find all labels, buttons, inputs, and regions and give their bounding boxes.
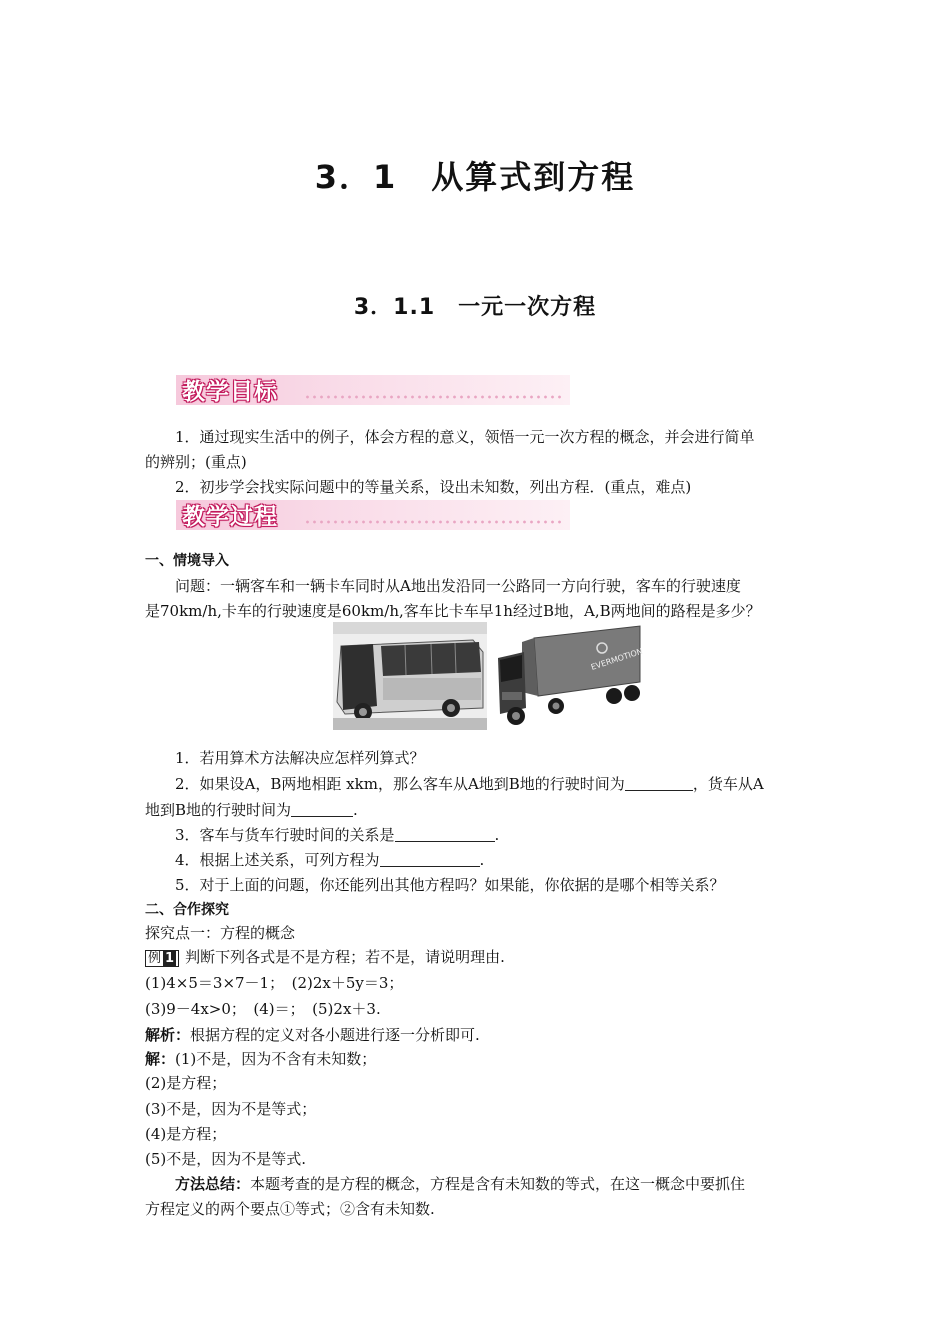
question-4 — [145, 847, 815, 873]
question-3-text: 3．客车与货车行驶时间的关系是 — [175, 826, 395, 844]
equation-line-2: (3)9－4x>0； (4)＝； (5)2x＋3. — [145, 1000, 381, 1018]
method-summary-line1 — [145, 1171, 815, 1197]
banner-dots — [304, 395, 564, 399]
page-title: 3．1 从算式到方程 — [314, 158, 636, 196]
equation-line-1: (1)4×5＝3×7－1； (2)2x＋5y＝3； — [145, 974, 404, 992]
goal-item-1-line1: 1．通过现实生活中的例子，体会方程的意义，领悟一元一次方程的概念，并会进行简单 — [175, 428, 755, 446]
section-heading-intro: 一、情境导入 — [145, 553, 229, 569]
solution-1-text: (1)不是，因为不含有未知数； — [175, 1050, 377, 1068]
problem-line1: 问题：一辆客车和一辆卡车同时从A地出发沿同一公路同一方向行驶，客车的行驶速度 — [175, 577, 741, 595]
banner-label: 教学过程 — [182, 504, 278, 530]
teaching-goals-banner — [176, 375, 570, 405]
method-summary-line2: 方程定义的两个要点①等式；②含有未知数. — [145, 1200, 435, 1218]
question-2-line2 — [145, 797, 815, 823]
question-2-end: . — [353, 801, 358, 819]
question-1: 1．若用算术方法解决应怎样列算式？ — [175, 749, 425, 767]
solution-3: (3)不是，因为不是等式； — [145, 1100, 317, 1118]
answer-blank[interactable] — [380, 850, 480, 867]
question-2-line1 — [145, 771, 815, 797]
truck-logo-text: EVERMOTION — [589, 646, 644, 672]
question-3 — [145, 822, 815, 848]
explore-point-1: 探究点一：方程的概念 — [145, 924, 296, 942]
answer-blank[interactable] — [625, 774, 693, 791]
truck-image — [494, 622, 648, 730]
solution-label: 解： — [145, 1050, 176, 1068]
question-2-text-b: ，货车从A — [692, 775, 764, 793]
question-2-text-c: 地到B地的行驶时间为 — [145, 801, 292, 819]
solution-2: (2)是方程； — [145, 1074, 227, 1092]
section-subtitle: 3．1.1 一元一次方程 — [353, 295, 597, 320]
question-4-text: 4．根据上述关系，可列方程为 — [175, 851, 380, 869]
answer-blank[interactable] — [395, 825, 495, 842]
question-3-end: . — [494, 826, 500, 844]
solution-4: (4)是方程； — [145, 1125, 227, 1143]
banner-label: 教学目标 — [182, 379, 278, 405]
problem-line2: 是70km/h,卡车的行驶速度是60km/h,客车比卡车早1h经过B地，A,B两地间的路程是多少？ — [145, 602, 761, 620]
answer-blank[interactable] — [291, 800, 353, 817]
example-text: 判断下列各式是不是方程；若不是，请说明理由. — [185, 948, 505, 966]
solution-1 — [145, 1046, 815, 1072]
teaching-process-banner — [176, 500, 570, 530]
summary-text: 本题考查的是方程的概念，方程是含有未知数的等式，在这一概念中要抓住 — [250, 1175, 746, 1193]
bus-image — [333, 622, 487, 730]
analysis — [145, 1022, 815, 1048]
example-badge — [145, 950, 179, 967]
example-1 — [145, 944, 815, 970]
goal-item-2: 2．初步学会找实际问题中的等量关系，设出未知数，列出方程．(重点，难点) — [175, 478, 692, 496]
analysis-label: 解析： — [145, 1026, 191, 1044]
example-number: 1 — [165, 951, 175, 966]
solution-5: (5)不是，因为不是等式. — [145, 1150, 307, 1168]
analysis-text: 根据方程的定义对各小题进行逐一分析即可. — [190, 1026, 480, 1044]
goal-item-1-line2: 的辨别；(重点) — [145, 453, 247, 471]
section-heading-explore: 二、合作探究 — [145, 902, 229, 918]
question-2-text-a: 2．如果设A，B两地相距 xkm，那么客车从A地到B地的行驶时间为 — [175, 775, 625, 793]
question-4-end: . — [479, 851, 485, 869]
question-5: 5．对于上面的问题，你还能列出其他方程吗？如果能，你依据的是哪个相等关系？ — [175, 876, 725, 894]
example-tag: 例 — [148, 951, 162, 966]
summary-label: 方法总结： — [175, 1175, 251, 1193]
banner-dots — [304, 520, 564, 524]
